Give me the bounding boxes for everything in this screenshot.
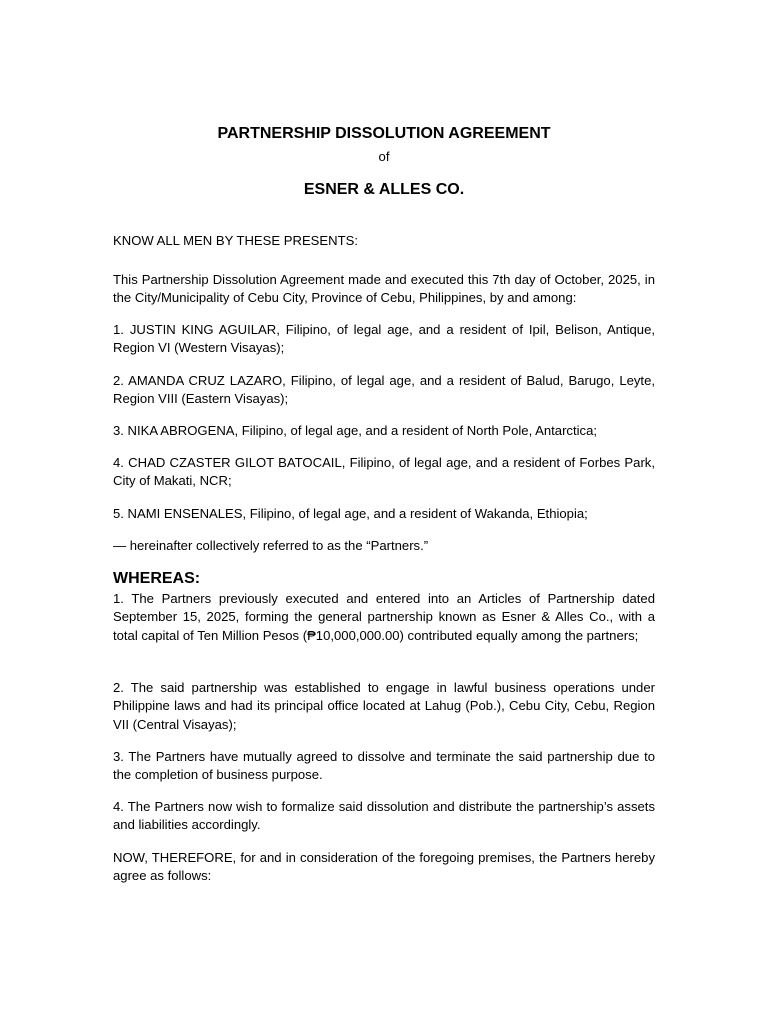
opening-line: KNOW ALL MEN BY THESE PRESENTS: bbox=[113, 233, 358, 248]
company-name: ESNER & ALLES CO. bbox=[303, 181, 465, 198]
whereas-clause: 2. The said partnership was established to engage in lawful business operations under Philippine laws and had its principal office located at Lahug (Pob.), Cebu City, Cebu, Region VII (Central Visayas); bbox=[113, 680, 655, 732]
title-connector: of bbox=[378, 149, 390, 164]
party-item: 4. CHAD CZASTER GILOT BATOCAIL, Filipino, of legal age, and a resident of Forbes Park, City of Makati, NCR; bbox=[113, 455, 655, 489]
document-title: PARTNERSHIP DISSOLUTION AGREEMENT bbox=[217, 125, 551, 142]
party-item: 2. AMANDA CRUZ LAZARO, Filipino, of legal age, and a resident of Balud, Barugo, Leyte, Region VIII (Eastern Visayas); bbox=[113, 373, 655, 407]
whereas-clause: 4. The Partners now wish to formalize said dissolution and distribute the partnership’s assets and liabilities accordingly. bbox=[113, 799, 655, 833]
party-item: 1. JUSTIN KING AGUILAR, Filipino, of legal age, and a resident of Ipil, Belison, Antique, Region VI (Western Visayas); bbox=[113, 322, 655, 356]
intro-paragraph: This Partnership Dissolution Agreement made and executed this 7th day of October, 2025, in the City/Municipality of Cebu City, Province of Cebu, Philippines, by and among: bbox=[113, 272, 655, 306]
party-item: 5. NAMI ENSENALES, Filipino, of legal age, and a resident of Wakanda, Ethiopia; bbox=[113, 506, 588, 521]
party-item: 3. NIKA ABROGENA, Filipino, of legal age, and a resident of North Pole, Antarctica; bbox=[113, 423, 597, 438]
therefore-clause: NOW, THEREFORE, for and in consideration of the foregoing premises, the Partners hereby agree as follows: bbox=[113, 850, 655, 884]
whereas-clause: 3. The Partners have mutually agreed to dissolve and terminate the said partnership due to the completion of business purpose. bbox=[113, 749, 655, 783]
collective-reference: — hereinafter collectively referred to as the “Partners.” bbox=[113, 538, 429, 553]
whereas-clause: 1. The Partners previously executed and entered into an Articles of Partnership dated September 15, 2025, forming the general partnership known as Esner & Alles Co., with a total capital of Ten Million Pesos (₱10,000,000.00) contributed equally among the partners; bbox=[113, 591, 655, 643]
whereas-heading: WHEREAS: bbox=[113, 570, 201, 587]
